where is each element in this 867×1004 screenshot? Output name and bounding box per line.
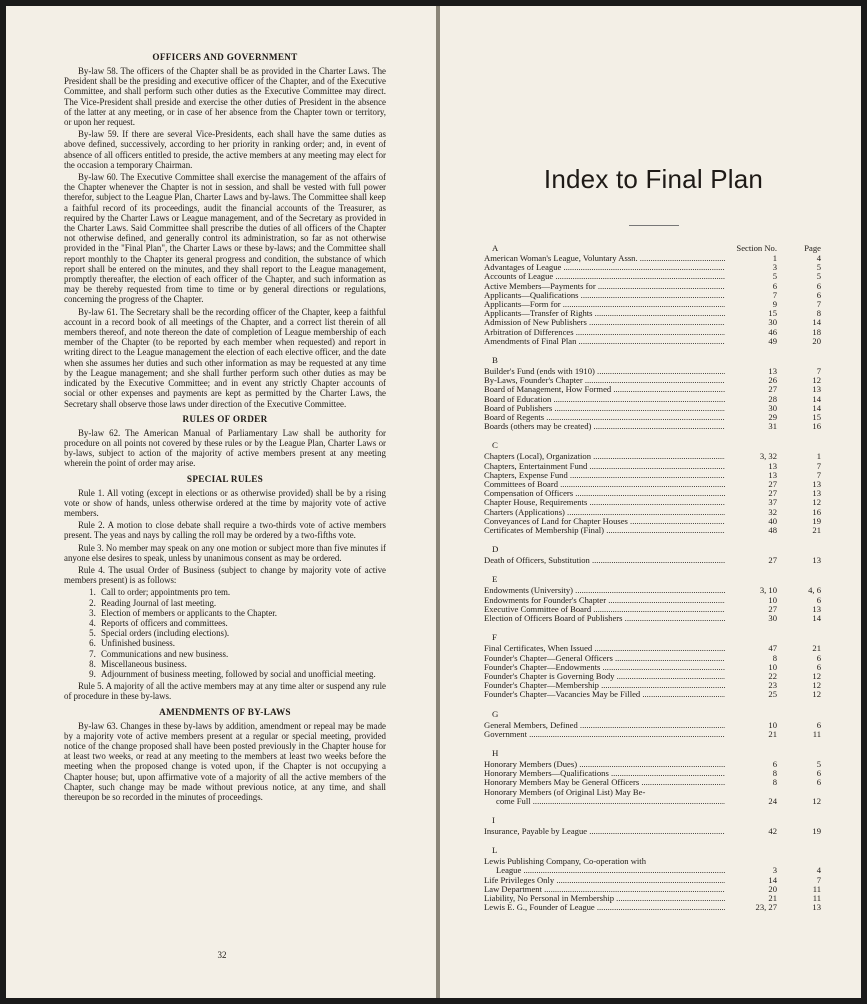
entry-section: 27 (768, 488, 777, 499)
entry-section: 25 (768, 689, 777, 700)
entry-section: 7 (772, 289, 777, 300)
left-page (6, 6, 438, 998)
entry-label-continuation: League ..... (484, 866, 725, 875)
section-column-label: Section No. (736, 243, 777, 253)
entry-label: Founder's Chapter—General Officers ..... (484, 654, 725, 663)
entry-page: 20 (812, 335, 821, 346)
entry-label: Honorary Members May be General Officers ..... (484, 778, 725, 787)
entry-page: 12 (812, 795, 821, 806)
entry-page: 12 (812, 670, 821, 681)
entry-section: 31 (768, 421, 777, 432)
entry-section: 1 (772, 253, 777, 263)
entry-section: 28 (768, 393, 777, 404)
entry-page: 14 (812, 317, 821, 328)
right-page (440, 6, 861, 998)
entry-label: Advantages of League ..... (484, 263, 725, 272)
entry-label: Committees of Board ..... (484, 480, 725, 489)
index-entry (484, 526, 823, 535)
entry-page: 12 (812, 689, 821, 700)
title-divider (629, 225, 679, 226)
entry-label: Builder's Fund (ends with 1910) ..... (484, 367, 725, 376)
bylaw-paragraph: By-law 63. Changes in these by-laws by addition, amendment or repeal may be made by a majority vote of active members present at a regular or special meeting, provided notice of the change proposed shall have been posted previously in the Chapter house for at least two weeks, or read at any meeting to the members at least two weeks before the meeting when the proposed change is voted upon, if the Chapter is not occupying a Chapter house; but, upon affirmative vote of a majority of all the active members of the Chapter, such change may be made without previous notice, at any time, and shall thereupon be so recorded in the minutes of proceedings. (64, 720, 386, 802)
entry-label: Accounts of League ..... (484, 272, 725, 281)
entry-label: Compensation of Officers ..... (484, 489, 725, 498)
entry-page: 7 (816, 299, 821, 310)
entry-label: Chapters (Local), Organization ..... (484, 452, 725, 461)
entry-section: 37 (768, 497, 777, 508)
entry-section: 21 (768, 892, 777, 903)
entry-page: 11 (812, 728, 821, 739)
entry-section: 49 (768, 335, 777, 346)
entry-page: 13 (812, 488, 821, 499)
bylaw-paragraph: By-law 60. The Executive Committee shall exercise the management of the affairs of the Chapter whenever the Chapter is not in session, and shall be vested with full power therefor, subject to the League Plan, Charter Laws and by-laws. The Committee shall keep a faithful record of its proceedings, audit the financial accounts of the Treasurer, as required by the Charter Laws or League management, and of the Secretary as provided in the Charter Laws. Said Committee shall prescribe the duties of all officers of the Chapter not otherwise defined, and generally control its administration, so far as not otherwise provided in the "Final Plan", the Charter Laws or these by-laws; and the Committee shall report monthly to the Chapter its general progress and condition, the substance of which report shall be entered on the minutes, and they shall report to the League management, promptly thereafter, the election of each officer of the Chapter, and such information as may be thereby requested from time to time or by general directions or regulations, concerning the progress of the Chapter. (64, 172, 386, 305)
entry-label: Active Members—Payments for ..... (484, 282, 725, 291)
entry-section: 27 (768, 603, 777, 614)
index-letter-a: A (492, 243, 499, 253)
bylaw-paragraph: Rule 4. The usual Order of Business (subject to change by majority vote of active members present) is as follows: (64, 564, 386, 586)
index-entry-continuation (484, 797, 823, 806)
entry-section: 9 (772, 299, 777, 310)
entry-page: 19 (812, 515, 821, 526)
entry-page: 14 (812, 402, 821, 413)
entry-page: 13 (812, 384, 821, 395)
entry-section: 3, 32 (759, 451, 777, 462)
entry-page: 8 (816, 308, 821, 319)
entry-section: 5 (772, 271, 777, 282)
entry-label: Applicants—Transfer of Rights ..... (484, 309, 725, 318)
entry-page: 11 (812, 883, 821, 894)
index-letter: H (492, 747, 499, 758)
order-item: 7. Communications and new business. (98, 649, 386, 659)
bylaw-paragraph: Rule 3. No member may speak on any one motion or subject more than five minutes if anyone else desires to speak, unless by unanimous consent as may be ordered. (64, 542, 386, 563)
entry-section: 29 (768, 412, 777, 423)
entry-page: 6 (816, 777, 821, 788)
entry-label: Chapters, Expense Fund ..... (484, 471, 725, 480)
entry-page: 21 (812, 643, 821, 654)
entry-page: 6 (816, 719, 821, 730)
entry-label: Boards (others may be created) ..... (484, 422, 725, 431)
entry-label: Final Certificates, When Issued ..... (484, 644, 725, 653)
entry-section: 6 (772, 758, 777, 769)
entry-section: 13 (768, 460, 777, 471)
entry-section: 42 (768, 825, 777, 836)
entry-section: 15 (768, 308, 777, 319)
index-entry (484, 827, 823, 836)
entry-section: 3, 10 (759, 585, 777, 596)
index-column-header (484, 243, 823, 253)
entry-page: 6 (816, 652, 821, 663)
entry-label: Chapters, Entertainment Fund ..... (484, 462, 725, 471)
entry-label: By-Laws, Founder's Chapter ..... (484, 376, 725, 385)
entry-label: Endowments for Founder's Chapter ..... (484, 596, 725, 605)
entry-label: Admission of New Publishers ..... (484, 318, 725, 327)
entry-section: 47 (768, 643, 777, 654)
entry-label: Board of Publishers ..... (484, 404, 725, 413)
entry-section: 3 (772, 865, 777, 876)
entry-section: 8 (772, 652, 777, 663)
order-item: 8. Miscellaneous business. (98, 659, 386, 669)
entry-label: Board of Management, How Formed ..... (484, 385, 725, 394)
entry-label: Insurance, Payable by League ..... (484, 827, 725, 836)
index-letter: D (492, 544, 499, 555)
entry-page: 6 (816, 280, 821, 291)
section-heading: RULES OF ORDER (182, 413, 268, 424)
entry-section: 3 (772, 262, 777, 273)
entry-page: 13 (812, 603, 821, 614)
entry-section: 27 (768, 555, 777, 566)
entry-page: 16 (812, 506, 821, 517)
order-item: 1. Call to order; appointments pro tem. (98, 587, 386, 597)
entry-page: 15 (812, 412, 821, 423)
order-of-business-list (98, 587, 386, 679)
index-entry (484, 903, 823, 912)
entry-page: 1 (816, 451, 821, 462)
entry-label: Charters (Applications) ..... (484, 508, 725, 517)
entry-section: 8 (772, 768, 777, 779)
entry-page: 13 (812, 479, 821, 490)
entry-label: Lewis Publishing Company, Co-operation with (484, 857, 646, 867)
entry-section: 30 (768, 402, 777, 413)
entry-page: 5 (816, 758, 821, 769)
bylaw-paragraph: By-law 61. The Secretary shall be the recording officer of the Chapter, keep a faithful account in a record book of all meetings of the Chapter, and a correct list therein of all members thereof, and note thereon the date of completion of League membership of each member of the Chapter (to be reported by each member when requested) and report in writing direct to the League management the election of each elective officer, and the date when she assumes her duties and such other information as may be requested at any time by the League management; and she shall further perform such other duties as may be indicated by the Executive Committee; and in event any strictly Chapter accounts of social or other expenses and payments are kept as permitted by the Charter Laws, the Secretary shall observe those laws under direction of the Executive Committee. (64, 306, 386, 409)
order-item: 6. Unfinished business. (98, 638, 386, 648)
entry-label: General Members, Defined ..... (484, 721, 725, 730)
entry-label: Founder's Chapter—Endowments ..... (484, 663, 725, 672)
order-item: 3. Election of members or applicants to the Chapter. (98, 608, 386, 618)
bylaw-paragraph: Rule 2. A motion to close debate shall require a two-thirds vote of active members present. The yeas and nays by calling the roll may be ordered by a two-fifths vote. (64, 520, 386, 541)
entry-label: Chapter House, Requirements ..... (484, 498, 725, 507)
entry-page: 19 (812, 825, 821, 836)
index-title: Index to Final Plan (543, 164, 764, 194)
index-body (484, 243, 823, 912)
entry-section: 30 (768, 613, 777, 624)
entry-section: 27 (768, 384, 777, 395)
bylaw-paragraph: By-law 58. The officers of the Chapter shall be as provided in the Charter Laws. The President shall be the presiding and executive officer of the Chapter, and of the Executive Committee, and shall perform such other duties as the Executive Committee may direct. The Vice-President shall preside and exercise the other duties of President in the absence of the latter at any meeting, or in case of her absence from the Chapter town or territory, or upon her request. (64, 66, 386, 128)
order-item: 9. Adjournment of business meeting, followed by social and unofficial meeting. (98, 669, 386, 679)
entry-page: 6 (816, 289, 821, 300)
entry-label: Founder's Chapter is Governing Body ..... (484, 672, 725, 681)
entry-section: 46 (768, 326, 777, 337)
entry-label: Election of Officers Board of Publishers ..... (484, 614, 725, 623)
entry-section: 20 (768, 883, 777, 894)
section-heading: OFFICERS AND GOVERNMENT (152, 52, 298, 62)
entry-page: 7 (816, 874, 821, 885)
entry-page: 18 (812, 326, 821, 337)
entry-label: Liability, No Personal in Membership ..... (484, 894, 725, 903)
entry-label: Applicants—Form for ..... (484, 300, 725, 309)
entry-page: 7 (816, 366, 821, 377)
entry-page: 14 (812, 613, 821, 624)
index-letter: L (492, 845, 498, 856)
index-letter: I (492, 814, 495, 825)
entry-section: 23 (768, 680, 777, 691)
entry-page: 12 (812, 680, 821, 691)
entry-label: Death of Officers, Substitution ..... (484, 556, 725, 565)
entry-page: 21 (812, 525, 821, 536)
entry-label: Honorary Members (of Original List) May Be- (484, 787, 646, 797)
entry-section: 32 (768, 506, 777, 517)
entry-page: 14 (812, 393, 821, 404)
entry-section: 48 (768, 525, 777, 536)
bylaw-paragraph: Rule 1. All voting (except in elections or as otherwise provided) shall be by a rising vote or show of hands, unless otherwise ordered at the time by majority vote of active members. (64, 487, 386, 518)
entry-page: 5 (816, 271, 821, 282)
index-letter: G (492, 708, 499, 719)
entry-section: 10 (768, 719, 777, 730)
entry-label: Law Department ..... (484, 885, 725, 894)
index-letter: B (492, 355, 498, 366)
entry-label: Endowments (University) ..... (484, 586, 725, 595)
section-heading: SPECIAL RULES (186, 473, 264, 484)
entry-section: 26 (768, 375, 777, 386)
entry-page: 4 (816, 865, 821, 876)
entry-page: 7 (816, 460, 821, 471)
order-item: 2. Reading Journal of last meeting. (98, 598, 386, 608)
entry-label: Government ..... (484, 730, 725, 739)
entry-label: American Woman's League, Voluntary Assn. ..... (484, 254, 725, 263)
entry-section: 8 (772, 777, 777, 788)
entry-label: Conveyances of Land for Chapter Houses ..... (484, 517, 725, 526)
entry-section: 10 (768, 661, 777, 672)
index-entry (484, 778, 823, 787)
entry-section: 22 (768, 670, 777, 681)
section-heading: AMENDMENTS OF BY-LAWS (159, 706, 291, 717)
bylaw-paragraph: By-law 62. The American Manual of Parliamentary Law shall be authority for procedure on all points not covered by these rules or by the League Plan, Charter Laws or by-laws, subject to action of the majority of active members present at any meeting wherein the point of order may arise. (64, 427, 386, 469)
entry-label: Life Privileges Only ..... (484, 876, 725, 885)
entry-page: 16 (812, 421, 821, 432)
entry-page: 6 (816, 661, 821, 672)
entry-label: Founder's Chapter—Membership ..... (484, 681, 725, 690)
entry-page: 11 (812, 892, 821, 903)
entry-page: 5 (816, 262, 821, 273)
entry-label: Founder's Chapter—Vacancies May be Filled ..... (484, 690, 725, 699)
entry-section: 14 (768, 874, 777, 885)
entry-label: Certificates of Membership (Final) ..... (484, 526, 725, 535)
index-entry (484, 690, 823, 699)
entry-label: Honorary Members—Qualifications ..... (484, 769, 725, 778)
entry-label: Board of Regents ..... (484, 413, 725, 422)
bylaw-paragraph: By-law 59. If there are several Vice-Presidents, each shall have the same duties as above defined, successively, according to her priority in ranking order; and, in event of absence of all officers entitled to preside, the active members at any meeting may elect for the occasion a temporary Chairman. (64, 129, 386, 170)
entry-label: Board of Education ..... (484, 395, 725, 404)
entry-section: 6 (772, 280, 777, 291)
entry-label: Amendments of Final Plan ..... (484, 337, 725, 346)
index-letter: E (492, 574, 498, 585)
entry-label: Applicants—Qualifications ..... (484, 291, 725, 300)
entry-section: 13 (768, 366, 777, 377)
index-letter: C (492, 440, 498, 451)
page-column-label: Page (804, 243, 821, 253)
entry-page: 6 (816, 768, 821, 779)
index-entry (484, 422, 823, 431)
entry-label: Executive Committee of Board ..... (484, 605, 725, 614)
entry-page: 4, 6 (808, 585, 821, 596)
entry-section: 21 (768, 728, 777, 739)
entry-page: 13 (812, 555, 821, 566)
index-entry (484, 730, 823, 739)
entry-section: 23, 27 (755, 902, 777, 913)
index-entry (484, 556, 823, 565)
entry-page: 6 (816, 594, 821, 605)
entry-page: 12 (812, 375, 821, 386)
entry-section: 24 (768, 795, 777, 806)
entry-page: 13 (812, 902, 821, 913)
entry-section: 13 (768, 469, 777, 480)
entry-label-continuation: come Full ..... (484, 797, 725, 806)
index-letter: F (492, 632, 497, 643)
page-number: 32 (217, 950, 227, 960)
entry-page: 7 (816, 469, 821, 480)
order-item: 4. Reports of officers and committees. (98, 618, 386, 628)
rule-paragraph: Rule 5. A majority of all the active members may at any time alter or suspend any rule of procedure in these by-laws. (64, 681, 386, 702)
order-item: 5. Special orders (including elections). (98, 628, 386, 638)
entry-page: 12 (812, 497, 821, 508)
entry-section: 30 (768, 317, 777, 328)
entry-page: 4 (816, 253, 821, 263)
entry-section: 40 (768, 515, 777, 526)
entry-label: Lewis E. G., Founder of League ..... (484, 903, 725, 912)
index-entry (484, 337, 823, 346)
entry-label: Honorary Members (Dues) ..... (484, 760, 725, 769)
entry-section: 10 (768, 594, 777, 605)
index-entry (484, 614, 823, 623)
entry-label: Arbitration of Differences ..... (484, 328, 725, 337)
entry-section: 27 (768, 479, 777, 490)
